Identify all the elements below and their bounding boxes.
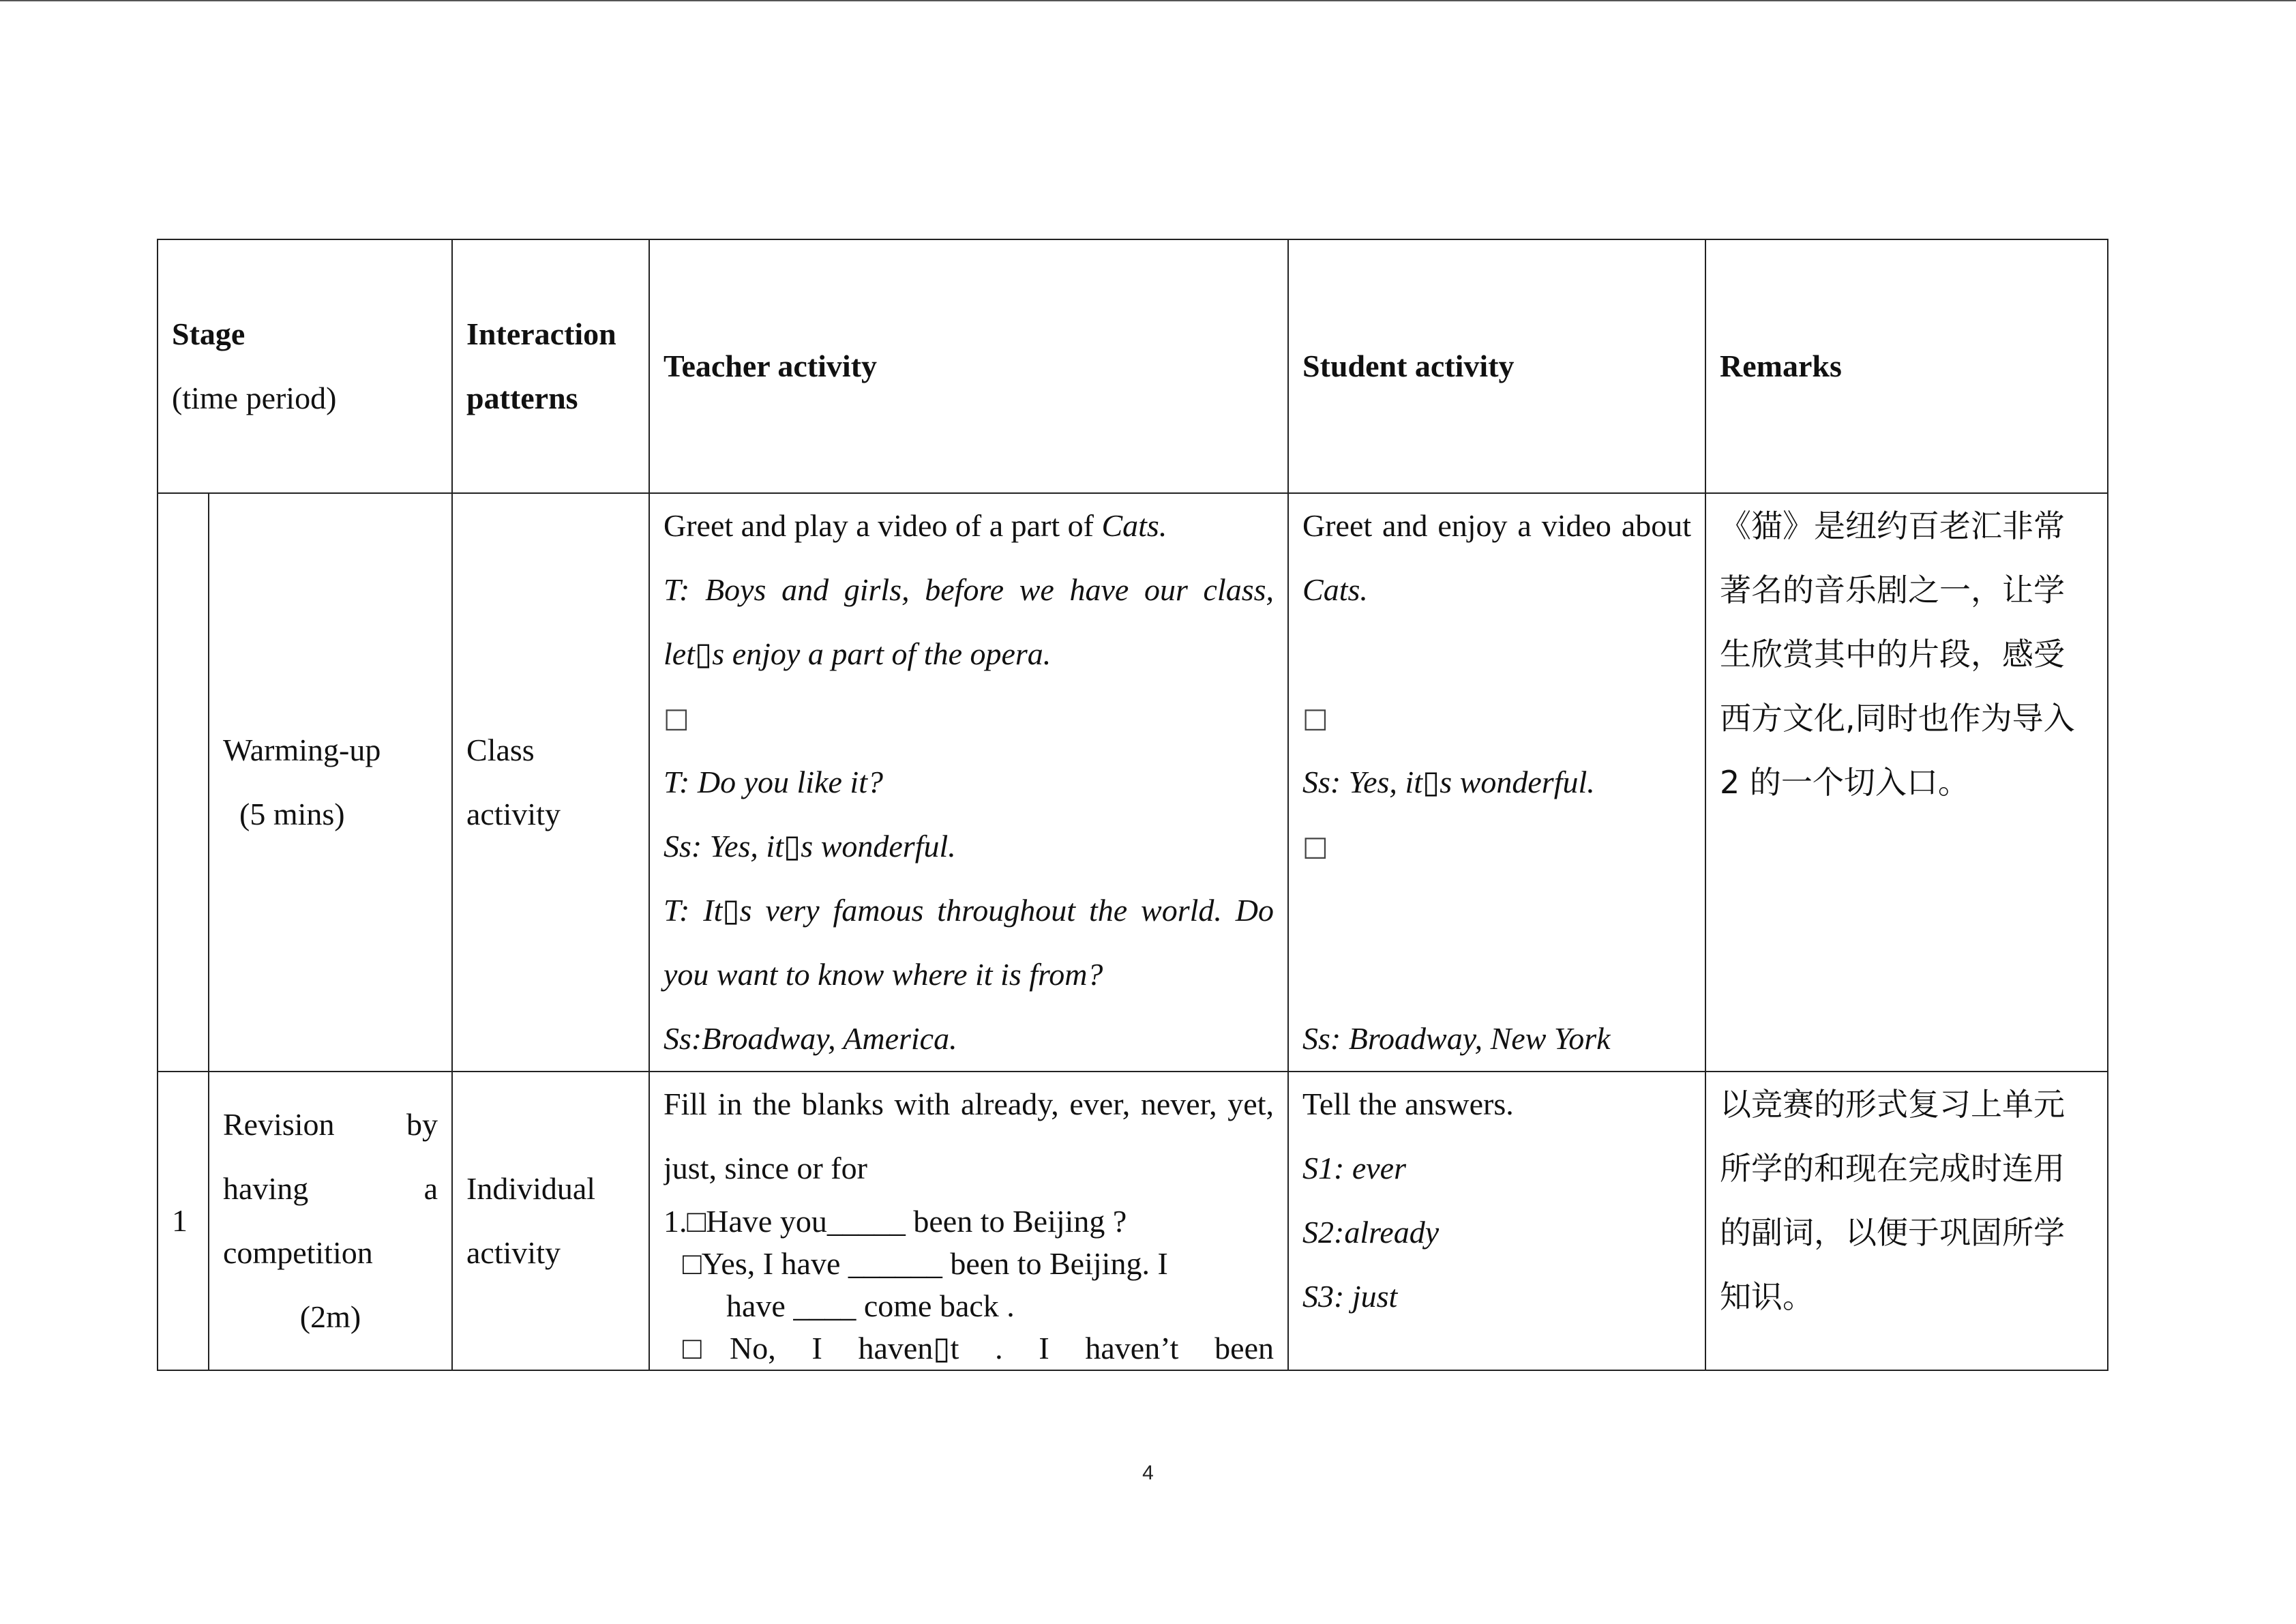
header-stage-label: Stage: [172, 316, 245, 351]
warmup-teacher-l7: Ss:Broadway, America.: [664, 1021, 957, 1056]
revision-teacher-q1: 1.□Have you_____ been to Beijing ?: [664, 1204, 1127, 1239]
revision-pattern-l2: activity: [466, 1235, 561, 1270]
warmup-student-box2: □: [1302, 831, 1328, 862]
warmup-student-spacer: [1302, 622, 1691, 686]
revision-student-l2: S1: ever: [1302, 1151, 1406, 1185]
warmup-teacher-l1: [664, 494, 1274, 558]
warmup-student-l2: Ss: Yes, it▯s wonderful.: [1302, 765, 1595, 799]
warmup-student-box1: □: [1302, 703, 1328, 734]
revision-remarks: 以竞赛的形式复习上单元所学的和现在完成时连用的副词，以便于巩固所学知识。: [1705, 1072, 2108, 1370]
warmup-stage-l1: Warming-up: [223, 733, 381, 767]
revision-pattern-l1: Individual: [466, 1171, 596, 1206]
revision-stage-l1b: by: [406, 1107, 438, 1142]
revision-student-activity: [1288, 1072, 1705, 1370]
revision-teacher-clip: [664, 1072, 1274, 1368]
warmup-stage-l2: (5 mins): [239, 797, 345, 831]
warmup-stage: [209, 493, 452, 1072]
revision-number: 1: [158, 1072, 209, 1370]
revision-student-l4: S3: just: [1302, 1279, 1398, 1314]
warmup-teacher-box: □: [664, 703, 689, 734]
revision-teacher-a1b: have ____ come back .: [726, 1288, 1015, 1323]
revision-student-l1: Tell the answers.: [1302, 1087, 1514, 1121]
table-row-warming-up: [158, 493, 2108, 1072]
header-stage-sub: (time period): [172, 381, 337, 415]
revision-student-l3: S2:already: [1302, 1215, 1440, 1250]
revision-stage-l2b: a: [423, 1171, 438, 1206]
warmup-teacher-activity: [649, 493, 1288, 1072]
warmup-number: [158, 493, 209, 1072]
lesson-plan-table: [157, 239, 2108, 1371]
revision-stage-l3: competition: [223, 1235, 373, 1270]
header-interaction: [452, 239, 649, 493]
warmup-teacher-l6: T: It▯s very famous throughout the world. Do you want to know where it is from?: [664, 893, 1274, 992]
table-row-revision: [158, 1072, 2108, 1370]
revision-stage: [209, 1072, 452, 1370]
warmup-student-l1-title: Cats.: [1302, 572, 1368, 607]
header-stage: [158, 239, 452, 493]
warmup-pattern-l1: Class: [466, 733, 535, 767]
warmup-student-activity: [1288, 493, 1705, 1072]
revision-pattern: [452, 1072, 649, 1370]
warmup-teacher-l1-title: Cats.: [1101, 508, 1167, 543]
revision-stage-l2a: having: [223, 1171, 309, 1206]
revision-stage-l1a: Revision: [223, 1107, 335, 1142]
warmup-remarks: 《猫》是纽约百老汇非常著名的音乐剧之一，让学生欣赏其中的片段，感受西方文化,同时也作为导入 2 的一个切入口。: [1705, 493, 2108, 1072]
revision-teacher-intro: Fill in the blanks with already, ever, never, yet, just, since or for: [664, 1087, 1274, 1185]
header-remarks: Remarks: [1705, 239, 2108, 493]
warmup-teacher-l4: T: Do you like it?: [664, 765, 883, 799]
warmup-student-l1-text: Greet and enjoy a video about: [1302, 508, 1692, 543]
revision-stage-l4: (2m): [299, 1299, 361, 1334]
warmup-student-spacer2: [1302, 879, 1691, 1007]
warmup-teacher-l2: T: Boys and girls, before we have our class, let▯s enjoy a part of the opera.: [664, 572, 1274, 671]
revision-teacher-a1: □Yes, I have ______ been to Beijing. I: [683, 1246, 1168, 1281]
warmup-student-l1: [1302, 494, 1691, 622]
revision-teacher-a2: □No, I haven▯t . I haven’t been: [683, 1331, 1274, 1365]
revision-stage-l1: [223, 1093, 438, 1157]
header-teacher: Teacher activity: [649, 239, 1288, 493]
revision-teacher-activity: [649, 1072, 1288, 1370]
top-border-line: [0, 0, 2296, 1]
warmup-pattern-l2: activity: [466, 797, 561, 831]
page-number: 4: [1142, 1462, 1154, 1484]
warmup-pattern: [452, 493, 649, 1072]
warmup-student-l3: Ss: Broadway, New York: [1302, 1021, 1611, 1056]
header-interaction-l1: Interaction: [466, 316, 616, 351]
revision-stage-l2: [223, 1157, 438, 1221]
header-row: [158, 239, 2108, 493]
warmup-teacher-l5: Ss: Yes, it▯s wonderful.: [664, 829, 956, 863]
header-interaction-l2: patterns: [466, 381, 578, 415]
header-student: Student activity: [1288, 239, 1705, 493]
warmup-teacher-l1-text: Greet and play a video of a part of: [664, 508, 1102, 543]
